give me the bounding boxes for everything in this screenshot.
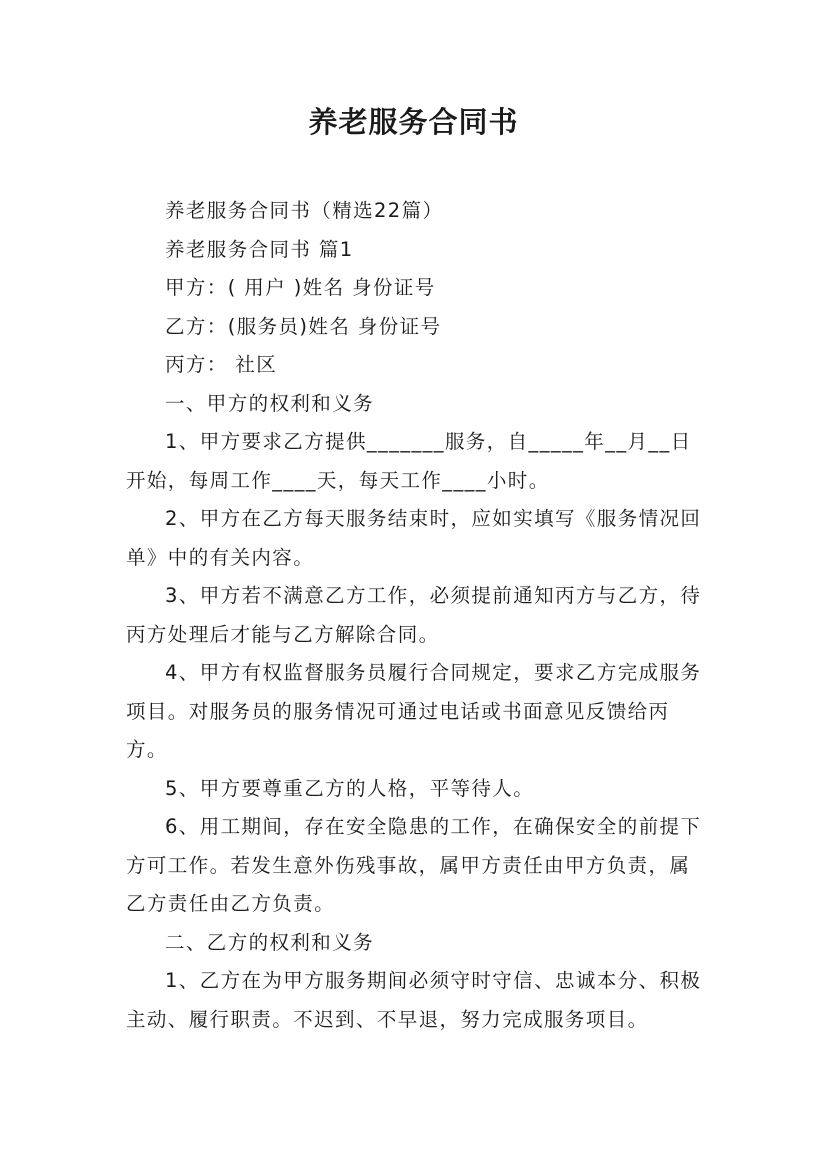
document-title: 养老服务合同书 bbox=[308, 105, 519, 139]
paragraph-clause-b1: 1、乙方在为甲方服务期间必须守时守信、忠诚本分、积极主动、履行职责。不迟到、不早退，努力完成服务项目。 bbox=[126, 969, 702, 1031]
paragraph-party-b: 乙方：(服务员)姓名 身份证号 bbox=[165, 314, 442, 338]
paragraph-clause-a6: 6、用工期间，存在安全隐患的工作，在确保安全的前提下方可工作。若发生意外伤残事故，属甲方责任由甲方负责，属乙方责任由乙方负责。 bbox=[126, 815, 702, 915]
paragraph-heading-party-b-rights: 二、乙方的权利和义务 bbox=[165, 930, 375, 954]
document-body bbox=[126, 192, 704, 1039]
paragraph-heading-party-a-rights: 一、甲方的权利和义务 bbox=[165, 391, 375, 415]
paragraph-section-heading: 养老服务合同书 篇1 bbox=[165, 237, 354, 261]
paragraph-subtitle: 养老服务合同书（精选22篇） bbox=[165, 199, 444, 222]
paragraph-party-a: 甲方：( 用户 )姓名 身份证号 bbox=[165, 276, 436, 299]
paragraph-clause-a2: 2、甲方在乙方每天服务结束时，应如实填写《服务情况回单》中的有关内容。 bbox=[126, 507, 702, 569]
paragraph-clause-a3: 3、甲方若不满意乙方工作，必须提前通知丙方与乙方，待丙方处理后才能与乙方解除合同。 bbox=[126, 584, 702, 646]
paragraph-clause-a4: 4、甲方有权监督服务员履行合同规定，要求乙方完成服务项目。对服务员的服务情况可通过电话或书面意见反馈给丙方。 bbox=[126, 661, 702, 761]
paragraph-clause-a5: 5、甲方要尊重乙方的人格，平等待人。 bbox=[165, 776, 535, 800]
paragraph-clause-a1: 1、甲方要求乙方提供_______服务，自_____年__月__日开始，每周工作____天，每天工作____小时。 bbox=[126, 430, 692, 492]
paragraph-party-c: 丙方： 社区 bbox=[165, 353, 278, 376]
